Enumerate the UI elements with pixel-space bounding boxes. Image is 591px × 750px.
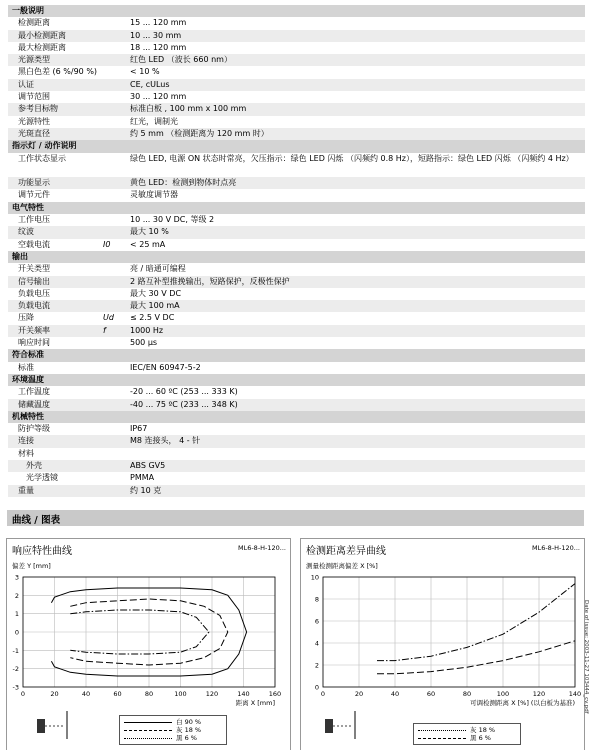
spec-label: 工作电压 <box>18 215 50 225</box>
legend-grey: 灰 18 % <box>176 726 202 734</box>
distance-deviation-chart <box>301 539 586 750</box>
spec-row <box>8 288 585 300</box>
spec-value: 10 ... 30 mm <box>130 30 182 40</box>
y-tick-label: 2 <box>314 661 319 670</box>
spec-label: 材料 <box>18 448 34 458</box>
spec-label: 检测距离 <box>18 18 50 28</box>
spec-label: 空载电流 <box>18 239 50 249</box>
spec-row <box>8 66 585 78</box>
spec-value: IEC/EN 60947-5-2 <box>130 362 201 372</box>
x-tick-label: 60 <box>426 690 436 698</box>
spec-symbol: f <box>103 325 106 335</box>
spec-value: 18 ... 120 mm <box>130 42 187 52</box>
spec-label: 连接 <box>18 436 34 446</box>
spec-value: 绿色 LED, 电源 ON 状态时常亮，欠压指示：绿色 LED 闪烁 （闪频约 0.8 Hz），短路指示：绿色 LED 闪烁 （闪频约 4 Hz） <box>130 153 574 163</box>
x-tick-label: 60 <box>113 690 122 698</box>
spec-row <box>8 128 585 140</box>
spec-value: CE, cULus <box>130 79 170 89</box>
x-tick-label: 40 <box>81 690 91 698</box>
response-curve-ylabel: 偏差 Y [mm] <box>12 562 51 570</box>
spec-label: 负载电流 <box>18 301 50 311</box>
spec-section-label: 电气特性 <box>12 202 44 212</box>
spec-section <box>8 374 585 386</box>
x-tick-label: 40 <box>390 690 400 698</box>
spec-value: 灵敏度调节器 <box>130 190 178 200</box>
spec-row <box>8 362 585 374</box>
spec-label: 开关类型 <box>18 264 50 274</box>
sensor-diagram-icon <box>325 711 355 739</box>
spec-section <box>8 349 585 361</box>
spec-section-label: 一般说明 <box>12 6 44 15</box>
spec-section <box>8 411 585 423</box>
spec-value: M8 连接头， 4 - 针 <box>130 436 201 446</box>
spec-label: 认证 <box>18 79 34 89</box>
spec-label: 开关频率 <box>18 325 50 335</box>
spec-row <box>8 153 585 178</box>
x-tick-label: 120 <box>532 690 546 698</box>
spec-label: 调节范围 <box>18 92 50 102</box>
spec-section <box>8 140 585 152</box>
y-tick-label: 2 <box>14 591 19 600</box>
series-line <box>377 641 575 674</box>
y-tick-label: 1 <box>14 610 19 619</box>
y-tick-label: 4 <box>314 639 319 648</box>
spec-symbol: Ud <box>103 313 114 323</box>
spec-label: 外壳 <box>26 460 42 470</box>
spec-label: 储藏温度 <box>18 399 50 409</box>
y-tick-label: 3 <box>14 573 19 582</box>
spec-value: 最大 30 V DC <box>130 288 182 298</box>
side-issue-text <box>580 600 590 720</box>
spec-row <box>8 386 585 398</box>
spec-label: 光学透镜 <box>26 473 58 483</box>
y-tick-label: -3 <box>12 683 19 692</box>
spec-row <box>8 276 585 288</box>
spec-row <box>8 91 585 103</box>
spec-value: -40 ... 75 ºC (233 ... 348 K) <box>130 399 238 409</box>
distance-deviation-legend <box>413 723 521 745</box>
spec-label: 重量 <box>18 485 34 495</box>
spec-row <box>8 263 585 275</box>
spec-row <box>8 226 585 238</box>
x-tick-label: 120 <box>205 690 219 698</box>
y-tick-label: -2 <box>12 665 19 674</box>
spec-value: 2 路互补型推挽输出，短路保护，反极性保护 <box>130 276 290 286</box>
response-curve-legend <box>119 715 227 745</box>
spec-label: 光源类型 <box>18 55 50 65</box>
spec-row <box>8 312 585 324</box>
spec-value: 30 ... 120 mm <box>130 92 187 102</box>
spec-value: -20 ... 60 ºC (253 ... 333 K) <box>130 387 238 397</box>
curves-header-title: 曲线 / 图表 <box>12 515 61 526</box>
spec-row <box>8 472 585 484</box>
spec-label: 最小检测距离 <box>18 30 66 40</box>
response-curve-title: 响应特性曲线 <box>12 546 72 557</box>
spec-row <box>8 448 585 460</box>
x-tick-label: 20 <box>50 690 59 698</box>
response-curve-code: ML6-8-H-120... <box>237 544 286 552</box>
spec-value: 红光，调制光 <box>130 116 178 126</box>
spec-section-label: 指示灯 / 动作说明 <box>12 141 77 151</box>
sensor-diagram-icon <box>37 711 67 739</box>
spec-row <box>8 79 585 91</box>
spec-label: 标准 <box>18 362 34 372</box>
spec-label: 工作状态显示 <box>18 153 66 163</box>
spec-row <box>8 399 585 411</box>
x-tick-label: 100 <box>174 690 187 698</box>
spec-value: 亮 / 暗通可编程 <box>130 264 186 274</box>
y-tick-label: -1 <box>12 646 19 655</box>
x-tick-label: 100 <box>496 690 510 698</box>
spec-row <box>8 214 585 226</box>
spec-row <box>8 325 585 337</box>
legend-grey-r: 灰 18 % <box>470 726 496 734</box>
spec-row <box>8 177 585 189</box>
spec-value: ≤ 2.5 V DC <box>130 313 175 323</box>
spec-value: < 10 % <box>130 67 160 77</box>
y-tick-label: 0 <box>14 628 19 637</box>
distance-deviation-ylabel: 测量检测距离偏差 X [%] <box>306 562 378 570</box>
spec-row <box>8 103 585 115</box>
y-tick-label: 10 <box>310 573 319 582</box>
spec-value: 黄色 LED：检测到物体时点亮 <box>130 178 237 188</box>
distance-deviation-code: ML6-8-H-120... <box>531 544 580 552</box>
spec-label: 纹波 <box>18 227 34 237</box>
spec-label: 信号输出 <box>18 276 50 286</box>
spec-label: 工作温度 <box>18 387 50 397</box>
distance-deviation-title: 检测距离差异曲线 <box>306 546 386 557</box>
y-tick-label: 0 <box>314 683 319 692</box>
x-tick-label: 0 <box>320 690 326 698</box>
x-tick-label: 160 <box>268 690 282 698</box>
response-curve-panel <box>6 538 291 750</box>
spec-value: IP67 <box>130 424 148 434</box>
spec-value: 最大 100 mA <box>130 301 180 311</box>
spec-section-label: 符合标准 <box>12 350 44 360</box>
spec-table <box>8 5 585 497</box>
spec-value: 约 10 克 <box>130 485 162 495</box>
x-tick-label: 0 <box>20 690 26 698</box>
spec-label: 功能显示 <box>18 178 50 188</box>
spec-value: 500 µs <box>130 338 158 348</box>
y-tick-label: 8 <box>314 595 319 604</box>
curves-header <box>7 510 584 526</box>
legend-black-r: 黑 6 % <box>470 734 491 742</box>
legend-black: 黑 6 % <box>176 734 197 742</box>
x-tick-label: 80 <box>144 690 154 698</box>
spec-label: 调节元件 <box>18 190 50 200</box>
spec-row <box>8 30 585 42</box>
spec-row <box>8 337 585 349</box>
x-tick-label: 140 <box>568 690 582 698</box>
plot-frame <box>323 577 575 687</box>
spec-label: 最大检测距离 <box>18 42 66 52</box>
spec-value: PMMA <box>130 473 155 483</box>
side-issue-label: Date of issue: 2003-11-27 103444_cv.pdf <box>583 600 589 714</box>
spec-value: < 25 mA <box>130 239 166 249</box>
spec-row <box>8 54 585 66</box>
legend-white: 白 90 % <box>176 718 202 726</box>
x-tick-label: 140 <box>237 690 250 698</box>
spec-symbol: I0 <box>103 239 111 249</box>
spec-value: ABS GV5 <box>130 460 166 470</box>
series-line <box>377 584 575 661</box>
distance-deviation-panel <box>300 538 585 750</box>
y-tick-label: 6 <box>314 617 319 626</box>
spec-section <box>8 251 585 263</box>
spec-value: 标准白板 , 100 mm x 100 mm <box>130 104 247 114</box>
x-axis-label: 距离 X [mm] <box>235 699 275 707</box>
spec-row <box>8 42 585 54</box>
spec-row <box>8 189 585 201</box>
spec-row <box>8 485 585 497</box>
spec-label: 防护等级 <box>18 424 50 434</box>
spec-label: 压降 <box>18 313 34 323</box>
spec-value: 最大 10 % <box>130 227 169 237</box>
spec-section <box>8 5 585 17</box>
x-tick-label: 20 <box>354 690 364 698</box>
spec-row <box>8 423 585 435</box>
spec-label: 光源特性 <box>18 116 50 126</box>
spec-row <box>8 116 585 128</box>
spec-label: 响应时间 <box>18 338 50 348</box>
spec-section-label: 环境温度 <box>12 374 44 384</box>
x-tick-label: 80 <box>462 690 472 698</box>
spec-section-label: 输出 <box>12 251 28 261</box>
spec-value: 1000 Hz <box>130 325 164 335</box>
x-axis-label: 可调检测距离 X [%] (以白板为基准) <box>470 699 575 707</box>
spec-row <box>8 17 585 29</box>
spec-row <box>8 239 585 251</box>
spec-value: 10 ... 30 V DC, 等级 2 <box>130 215 215 225</box>
spec-label: 参考目标物 <box>18 104 58 114</box>
spec-row <box>8 300 585 312</box>
spec-row <box>8 435 585 447</box>
spec-value: 红色 LED （波长 660 nm） <box>130 55 232 65</box>
spec-label: 黑白色差 (6 %/90 %) <box>18 67 98 77</box>
spec-label: 光斑直径 <box>18 128 50 138</box>
spec-value: 15 ... 120 mm <box>130 18 187 28</box>
spec-section-label: 机械特性 <box>12 411 44 421</box>
spec-section <box>8 202 585 214</box>
spec-value: 约 5 mm （检测距离为 120 mm 时） <box>130 128 269 138</box>
spec-label: 负载电压 <box>18 288 50 298</box>
spec-row <box>8 460 585 472</box>
